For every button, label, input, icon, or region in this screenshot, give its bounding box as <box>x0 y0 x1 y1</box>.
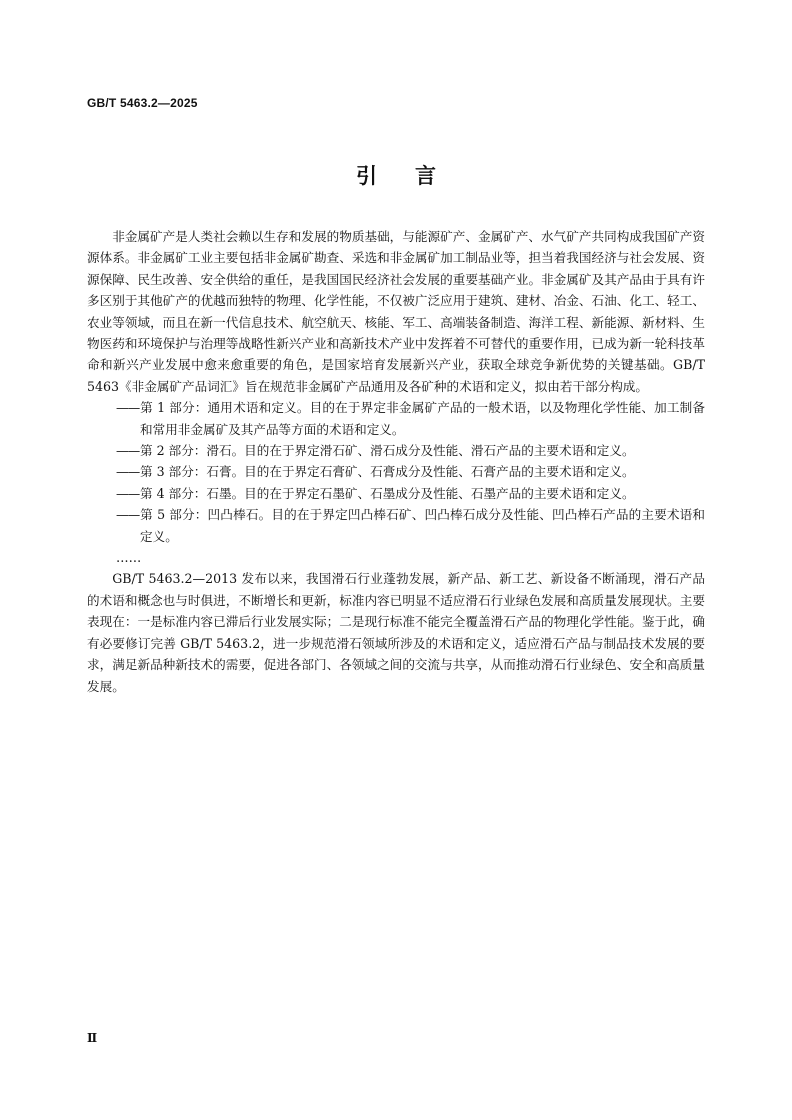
list-ellipsis: …… <box>116 550 142 566</box>
part-list-item <box>87 397 705 440</box>
part-item-text: 第 2 部分：滑石。目的在于界定滑石矿、滑石成分及性能、滑石产品的主要术语和定义。 <box>140 443 635 459</box>
part-list-item <box>87 440 705 461</box>
page-title: 引言 <box>356 164 474 188</box>
list-dash: —— <box>116 443 140 459</box>
list-dash: —— <box>116 507 140 523</box>
part-list-item <box>87 504 705 547</box>
part-item-text: 第 3 部分：石膏。目的在于界定石膏矿、石膏成分及性能、石膏产品的主要术语和定义。 <box>140 464 635 480</box>
part-list-item <box>87 483 705 504</box>
part-item-text: 第 5 部分：凹凸棒石。目的在于界定凹凸棒石矿、凹凸棒石成分及性能、凹凸棒石产品的主要术语和定义。 <box>140 507 705 544</box>
page-number: Ⅱ <box>87 1031 98 1045</box>
intro-paragraph: 非金属矿产是人类社会赖以生存和发展的物质基础，与能源矿产、金属矿产、水气矿产共同构成我国矿产资源体系。非金属矿工业主要包括非金属矿勘查、采选和非金属矿加工制品业等，担当着我国经济与社会发展、资源保障、民生改善、安全供给的重任，是我国国民经济社会发展的重要基础产业。非金属矿及其产品由于具有许多区别于其他矿产的优越而独特的物理、化学性能，不仅被广泛应用于建筑、建材、冶金、石油、化工、轻工、农业等领域，而且在新一代信息技术、航空航天、核能、军工、高端装备制造、海洋工程、新能源、新材料、生物医药和环境保护与治理等战略性新兴产业和高新技术产业中发挥着不可替代的重要作用，已成为新一轮科技革命和新兴产业发展中愈来愈重要的角色，是国家培育发展新兴产业，获取全球竞争新优势的关键基础。GB/T 5463《非金属矿产品词汇》旨在规范非金属矿产品通用及各矿种的术语和定义，拟由若干部分构成。 <box>87 229 705 394</box>
list-dash: —— <box>116 464 140 480</box>
part-item-text: 第 4 部分：石墨。目的在于界定石墨矿、石墨成分及性能、石墨产品的主要术语和定义。 <box>140 485 635 501</box>
part-list-item <box>87 461 705 482</box>
list-dash: —— <box>116 400 140 416</box>
document-body <box>87 226 705 697</box>
standard-number-header: GB/T 5463.2—2025 <box>87 96 198 110</box>
part-item-text: 第 1 部分：通用术语和定义。目的在于界定非金属矿产品的一般术语，以及物理化学性能、加工制备和常用非金属矿及其产品等方面的术语和定义。 <box>140 400 705 437</box>
list-dash: —— <box>116 485 140 501</box>
revision-paragraph: GB/T 5463.2—2013 发布以来，我国滑石行业蓬勃发展，新产品、新工艺、新设备不断涌现，滑石产品的术语和概念也与时俱进，不断增长和更新，标准内容已明显不适应滑石行业绿色发展和高质量发展现状。主要表现在：一是标准内容已滞后行业发展实际；二是现行标准不能完全覆盖滑石产品的物理化学性能。鉴于此，确有必要修订完善 GB/T 5463.2，进一步规范滑石领域所涉及的术语和定义，适应滑石产品与制品技术发展的要求，满足新品种新技术的需要，促进各部门、各领域之间的交流与共享，从而推动滑石行业绿色、安全和高质量发展。 <box>87 571 705 694</box>
